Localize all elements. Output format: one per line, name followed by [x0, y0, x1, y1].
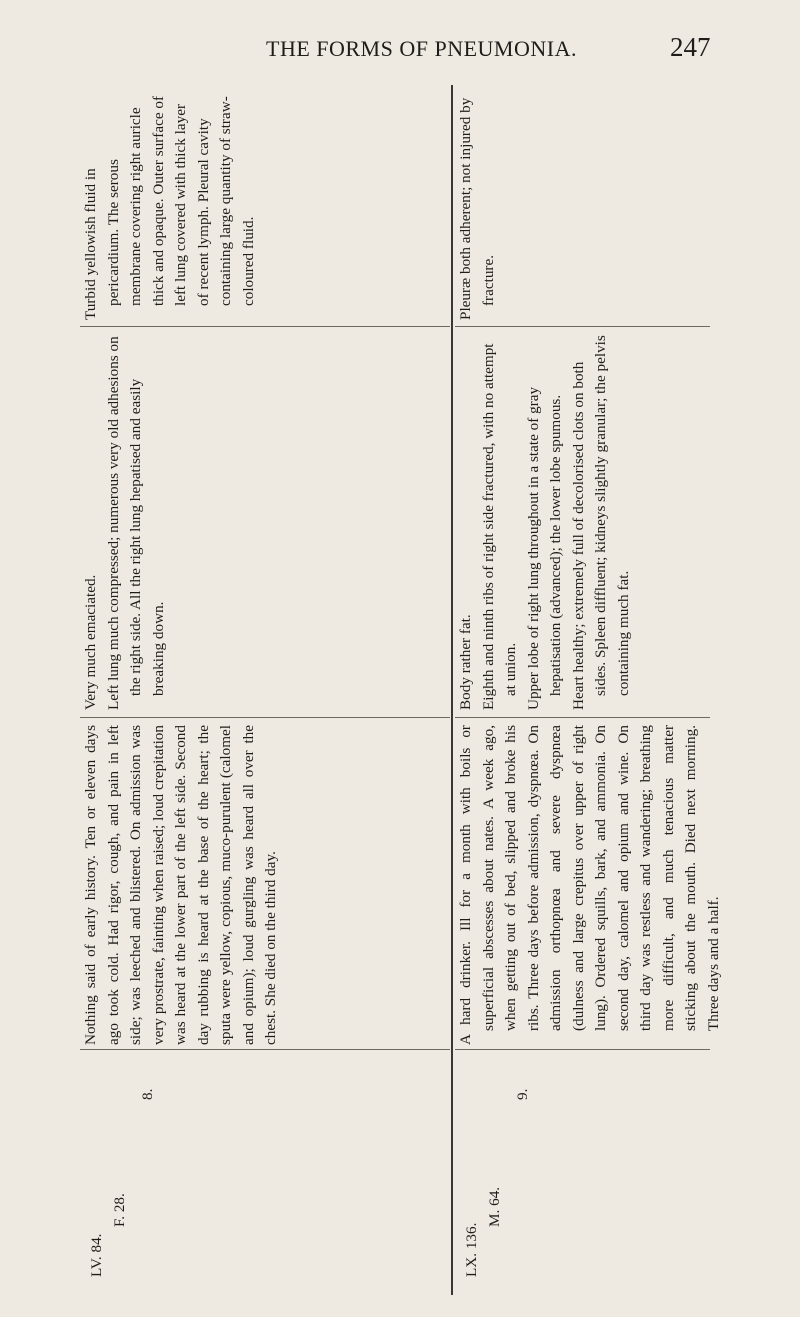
post-mortem-line: Left lung much compressed; numerous very old adhesions on the right side. All the right lung hepatised and easily breaking down. — [104, 336, 167, 710]
case-id-cell — [80, 1055, 450, 1295]
case-row — [455, 85, 722, 1295]
case-number: LX. 136. — [463, 1222, 480, 1277]
case-id-cell — [455, 1055, 710, 1295]
column-divider — [80, 1049, 450, 1050]
column-divider — [80, 717, 450, 718]
post-mortem-line: Upper lobe of right lung throughout in a state of gray hepatisation (advanced); the lower lobe spumous. — [524, 386, 564, 710]
column-divider — [455, 326, 710, 327]
history-cell — [80, 725, 450, 1045]
case-index: 9. — [514, 1088, 531, 1100]
other-findings-cell — [455, 95, 710, 320]
column-divider — [455, 1049, 710, 1050]
post-mortem-line: Body rather fat. — [457, 614, 474, 710]
row-divider — [451, 85, 453, 1295]
case-sex-age: F. 28. — [110, 1193, 128, 1227]
column-divider — [80, 326, 450, 327]
page-header — [0, 0, 800, 80]
column-divider — [455, 717, 710, 718]
case-index: 8. — [139, 1088, 156, 1100]
history-text: A hard drinker. Ill for a month with boils or superficial abscesses about nates. A week ago, when getting out of bed, slipped and broke his ribs. Three days before admission, dyspnœa. On admission orthopnœa and severe dyspnœa (dulness and large crepitus over upper of right lung). Ordered squills, bark, and ammonia. On second day, calomel and opium and wine. On third day was restless and wandering; breathing more difficult, and much tenacious matter sticking about the mouth. Died next morning. Three days and a half. — [457, 725, 722, 1045]
history-text: Nothing said of early history. Ten or eleven days ago took cold. Had rigor, cough, and pain in left side; was leeched and blistered. On admission was very prostrate, fainting when raised; loud crepitation was heard at the lower part of the left side. Second day rubbing is heard at the base of the heart; the sputa were yellow, copious, muco-purulent (calomel and opium); loud gurgling was heard all over the chest. She died on the third day. — [82, 725, 279, 1045]
post-mortem-cell — [80, 335, 450, 710]
case-row — [80, 85, 450, 1295]
other-findings-cell — [80, 95, 450, 320]
post-mortem-line: Heart healthy; extremely full of decolorised clots on both sides. Spleen diffluent; kidneys slightly granular; the pelvis containing much fat. — [569, 335, 632, 710]
post-mortem-line: Very much emaciated. — [82, 574, 99, 710]
case-table — [80, 85, 722, 1295]
other-findings-text: Turbid yellowish fluid in pericardium. The serous membrane covering right auricle thick and opaque. Outer surface of left lung covered with thick layer of recent lymph. Pleural cavity containing large quantity of straw-coloured fluid. — [82, 95, 257, 320]
page-number: 247 — [670, 32, 711, 62]
case-sex-age: M. 64. — [485, 1186, 503, 1227]
case-number: LV. 84. — [88, 1233, 105, 1277]
post-mortem-line: Eighth and ninth ribs of right side fractured, with no attempt at union. — [479, 343, 519, 710]
running-title: THE FORMS OF PNEUMONIA. — [266, 36, 577, 61]
case-table-rotated — [80, 85, 722, 1295]
history-cell — [455, 725, 722, 1045]
other-findings-text: Pleuræ both adherent; not injured by fracture. — [457, 97, 497, 320]
post-mortem-cell — [455, 335, 710, 710]
